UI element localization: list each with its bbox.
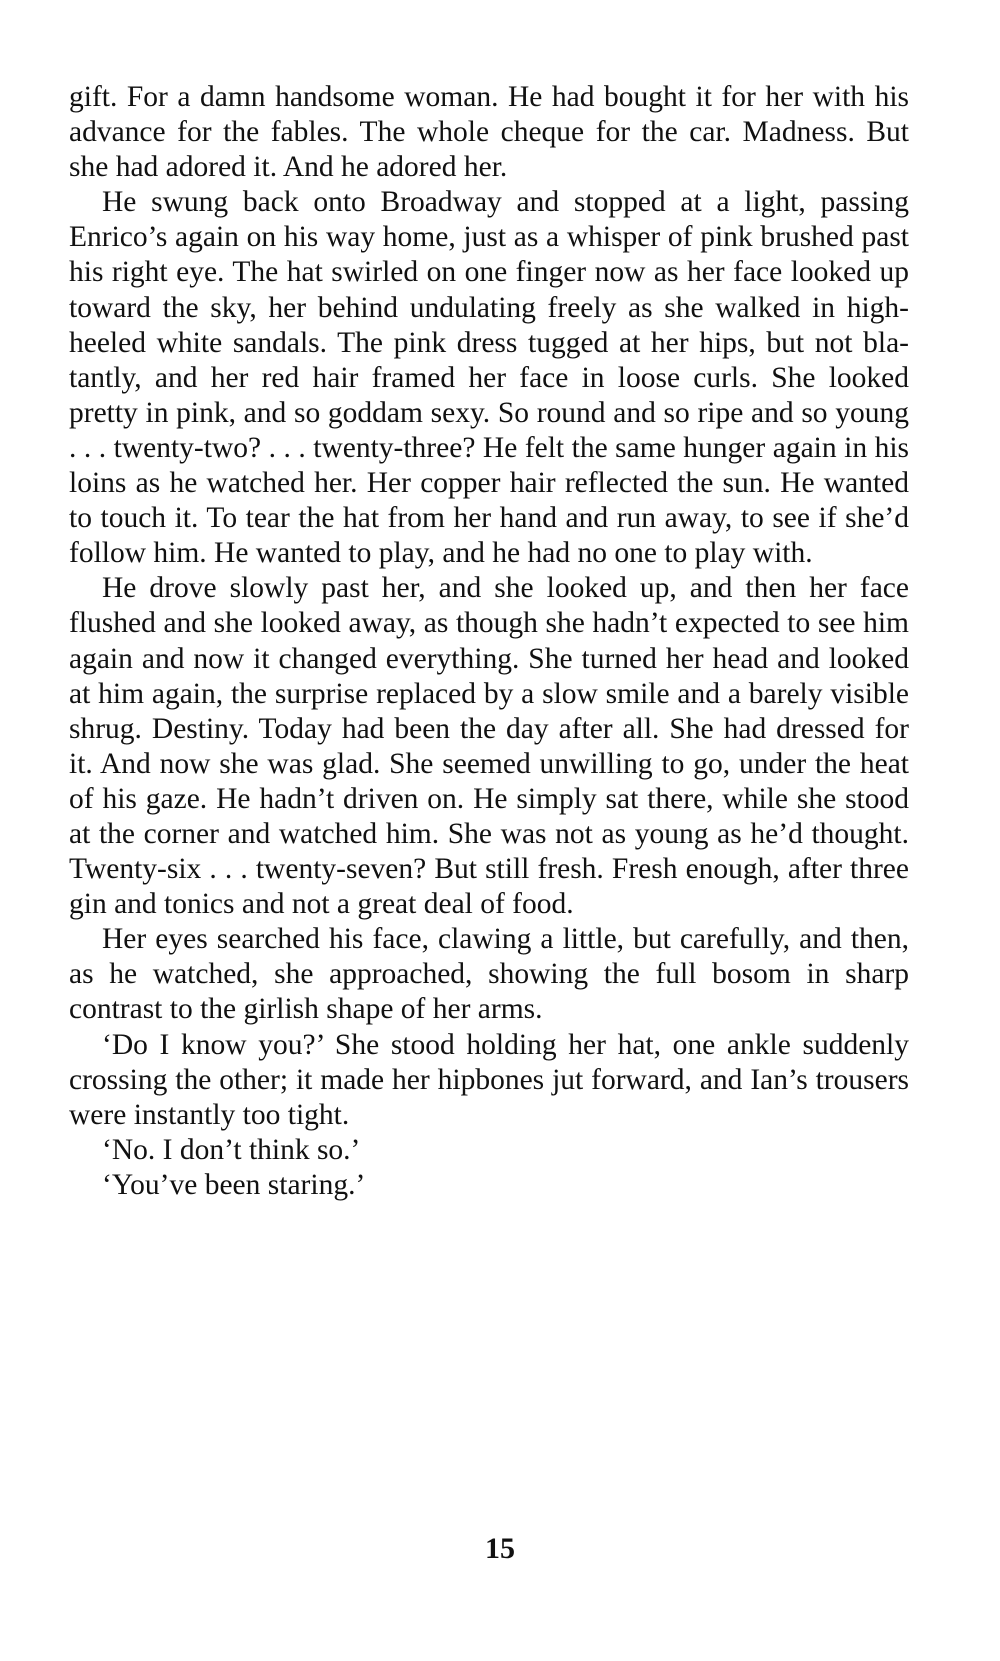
body-text [69,80,909,1203]
paragraph-broadway: He swung back onto Broadway and stopped at a light, passing Enrico’s again on his way home, just as a whisper of pink brushed past his right eye. The hat swirled on one finger now as her face looked up toward the sky, her behind undulating freely as she walked in high-heeled white sandals. The pink dress tugged at her hips, but not blatantly, and her red hair framed her face in loose curls. She looked pretty in pink, and so goddam sexy. So round and so ripe and so young . . . twenty-two? . . . twenty-three? He felt the same hunger again in his loins as he watched her. Her copper hair reflected the sun. He wanted to touch it. To tear the hat from her hand and run away, to see if she’d follow him. He wanted to play, and he had no one to play with. [69,186,909,570]
dialogue-no: ‘No. I don’t think so.’ [102,1133,361,1166]
paragraph-continuation: gift. For a damn handsome woman. He had bought it for her with his advance for the fables. The whole cheque for the car. Madness. But she had adored it. And he adored her. [69,81,909,184]
dialogue-do-i-know-you: ‘Do I know you?’ She stood holding her hat, one ankle suddenly crossing the other; it made her hipbones jut forward, and Ian’s trousers were instantly too tight. [69,1028,909,1131]
dialogue-staring: ‘You’ve been staring.’ [102,1168,366,1201]
paragraph-drove-past: He drove slowly past her, and she looked up, and then her face flushed and she looked away, as though she hadn’t expected to see him again and now it changed everything. She turned her head and looked at him again, the surprise replaced by a slow smile and a barely visible shrug. Destiny. Today had been the day after all. She had dressed for it. And now she was glad. She seemed unwilling to go, under the heat of his gaze. He hadn’t driven on. He simply sat there, while she stood at the corner and watched him. She was not as young as he’d thought. Twenty-six . . . twenty-seven? But still fresh. Fresh enough, after three gin and tonics and not a great deal of food. [69,572,909,921]
paragraph-eyes-searched: Her eyes searched his face, clawing a little, but carefully, and then, as he watched, she approached, showing the full bosom in sharp contrast to the girlish shape of her arms. [69,923,909,1026]
page-number: 15 [485,1532,515,1565]
